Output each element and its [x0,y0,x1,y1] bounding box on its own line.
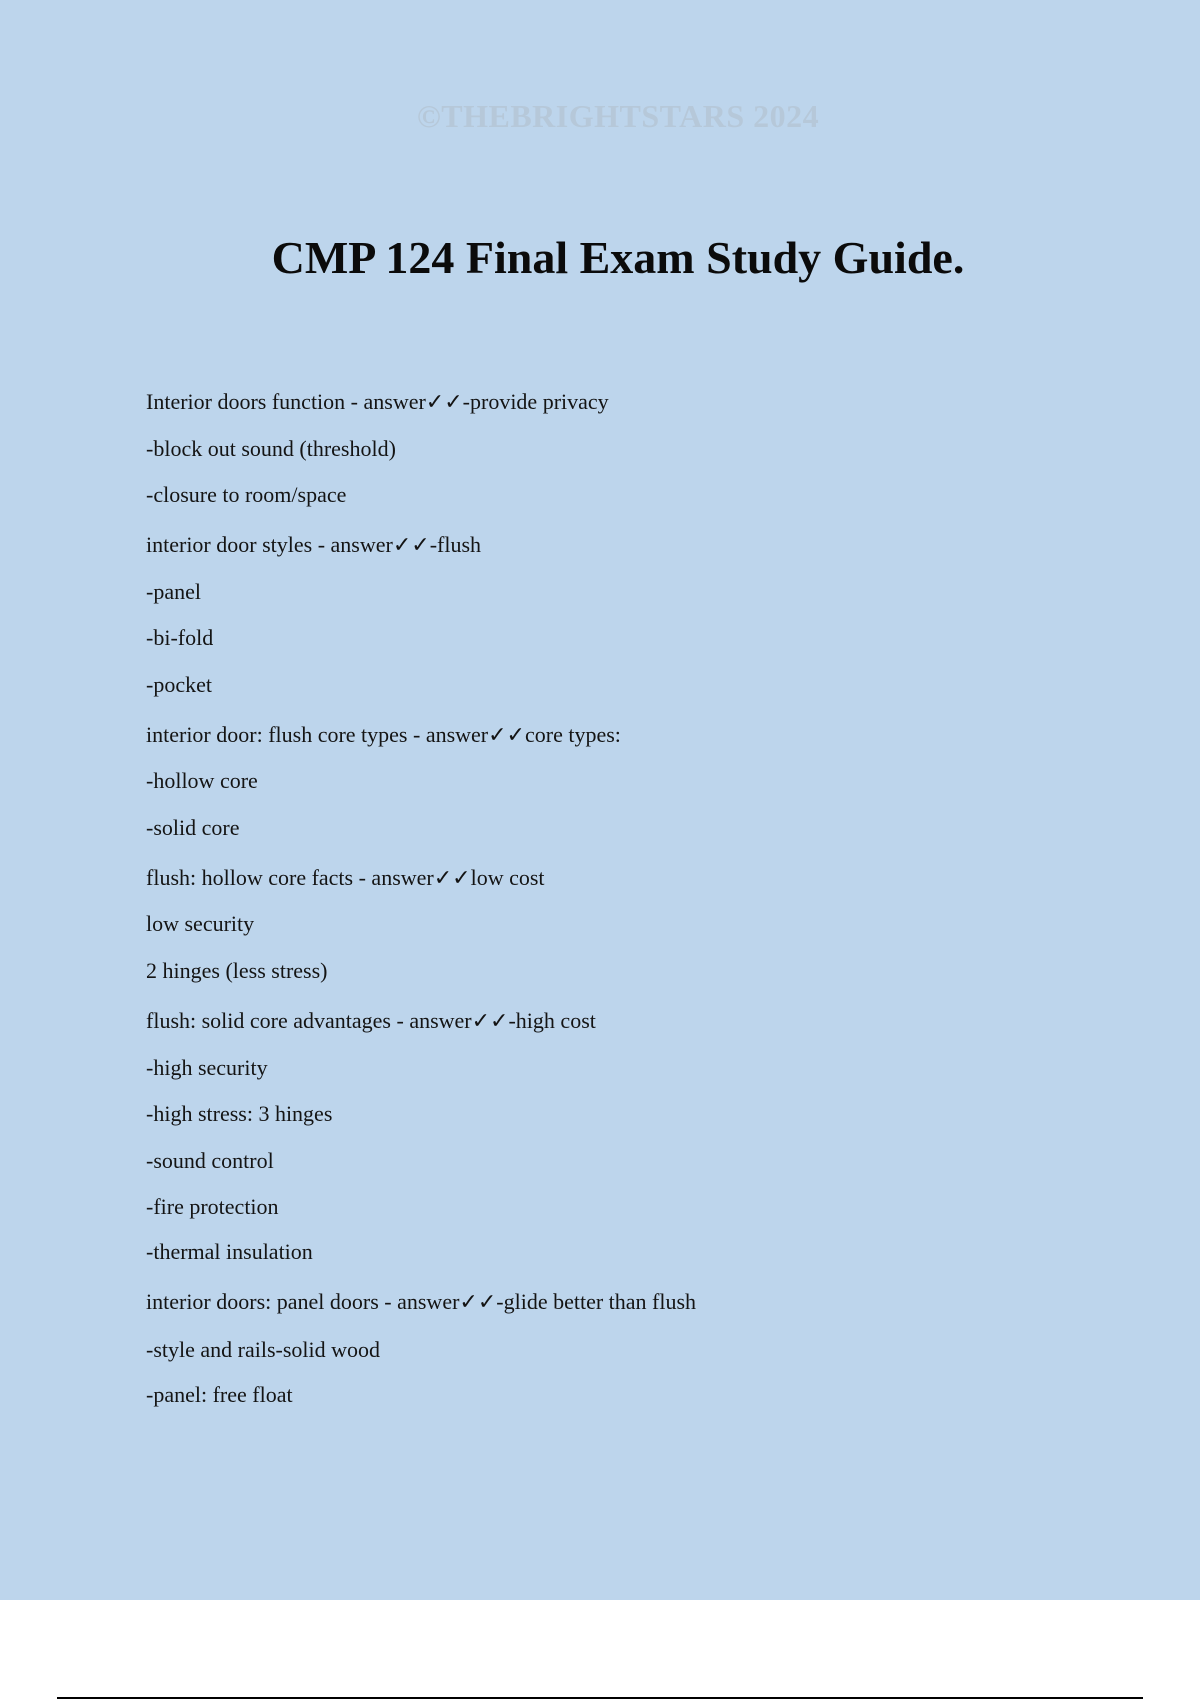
text-line: -closure to room/space [146,482,347,507]
text-line: -high stress: 3 hinges [146,1101,333,1126]
text-line: -bi-fold [146,625,214,650]
text-line: -style and rails-solid wood [146,1337,381,1362]
text-line: -pocket [146,672,212,697]
text-line: interior doors: panel doors - answer✓✓-glide better than flush [146,1289,697,1314]
text-line: -block out sound (threshold) [146,436,396,461]
text-line: -high security [146,1055,268,1080]
text-line: interior door: flush core types - answer✓✓core types: [146,722,621,747]
text-line: flush: solid core advantages - answer✓✓-high cost [146,1008,596,1033]
text-line: -sound control [146,1148,274,1173]
copyright-watermark: ©THEBRIGHTSTARS 2024 [416,98,820,134]
text-line: -panel [146,579,201,604]
text-line: -thermal insulation [146,1239,313,1264]
text-line: -solid core [146,815,240,840]
text-line: -fire protection [146,1194,279,1219]
page-title: CMP 124 Final Exam Study Guide. [271,232,965,283]
page-bottom-rule [57,1697,1143,1699]
text-line: flush: hollow core facts - answer✓✓low cost [146,865,545,890]
text-line: 2 hinges (less stress) [146,958,328,983]
text-line: interior door styles - answer✓✓-flush [146,532,482,557]
text-line: low security [146,911,255,936]
text-line: -hollow core [146,768,258,793]
text-line: -panel: free float [146,1382,293,1407]
text-line: Interior doors function - answer✓✓-provide privacy [146,389,609,414]
